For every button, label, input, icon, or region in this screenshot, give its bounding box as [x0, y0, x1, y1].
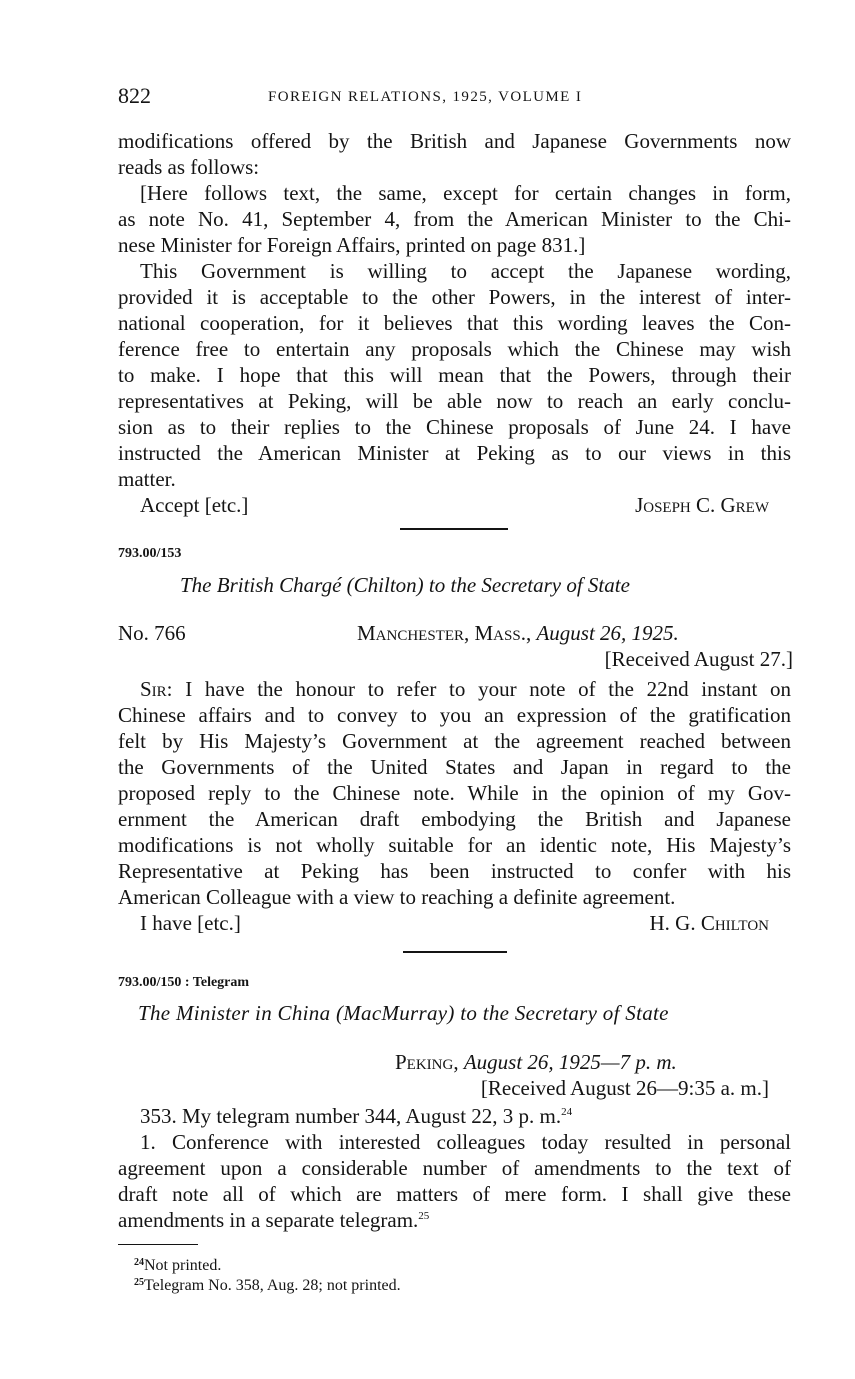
- text-line: [Here follows text, the same, except for certain changes in form,: [140, 181, 791, 205]
- section-divider: [400, 528, 508, 530]
- text-line: This Government is willing to accept the Japanese wording,: [140, 259, 791, 283]
- text-line: felt by His Majesty’s Government at the agreement reached between: [118, 729, 791, 753]
- text-line: instructed the American Minister at Peking as to our views in this: [118, 441, 791, 465]
- file-number: 793.00/150 : Telegram: [118, 975, 250, 990]
- text-line: provided it is acceptable to the other Powers, in the interest of inter-: [118, 285, 791, 309]
- text-line: modifications offered by the British and Japanese Governments now: [118, 129, 791, 153]
- heading-text: The Minister in China (: [138, 1001, 344, 1025]
- footnote-text: Telegram No. 358, Aug. 28; not printed.: [144, 1277, 401, 1294]
- place: Peking,: [395, 1050, 459, 1074]
- text-line: as note No. 41, September 4, from the American Minister to the Chi-: [118, 207, 791, 231]
- heading-text: The British Chargé (: [180, 573, 354, 597]
- running-title: FOREIGN RELATIONS, 1925, VOLUME I: [268, 89, 583, 105]
- file-number: 793.00/153: [118, 546, 182, 561]
- footnote: [134, 1256, 221, 1276]
- text-line: [118, 1207, 429, 1233]
- section-divider: [403, 951, 507, 953]
- document-number: No. 766: [118, 621, 186, 645]
- text-line: proposed reply to the Chinese note. While in the opinion of my Gov-: [118, 781, 791, 805]
- closing-text: I have [etc.]: [140, 911, 241, 935]
- text-span: 353. My telegram number 344, August 22, 3 p. m.: [140, 1104, 562, 1128]
- heading-name: Chilton: [353, 573, 417, 597]
- page-number: 822: [118, 83, 151, 108]
- place: Manchester, Mass.,: [357, 621, 532, 645]
- text-line: reads as follows:: [118, 155, 260, 179]
- text-line: Representative at Peking has been instructed to confer with his: [118, 859, 791, 883]
- text-line: to make. I hope that this will mean that the Powers, through their: [118, 363, 791, 387]
- text-span: I have the honour to refer to your note of the 22nd instant on: [185, 677, 791, 701]
- signature: Joseph C. Grew: [635, 493, 769, 517]
- text-line: ference free to entertain any proposals which the Chinese may wish: [118, 337, 791, 361]
- text-line: national cooperation, for it believes that this wording leaves the Con-: [118, 311, 791, 335]
- text-line: 1. Conference with interested colleagues today resulted in personal: [140, 1130, 791, 1154]
- text-line: sion as to their replies to the Chinese proposals of June 24. I have: [118, 415, 791, 439]
- text-line: [140, 1103, 572, 1129]
- text-line: modifications is not wholly suitable for an identic note, His Majesty’s: [118, 833, 791, 857]
- footnote-mark: 25: [134, 1277, 144, 1288]
- text-line: Chinese affairs and to convey to you an expression of the gratification: [118, 703, 791, 727]
- date: August 26, 1925.: [536, 621, 679, 645]
- received-date: [Received August 26—9:35 a. m.]: [480, 1076, 769, 1100]
- heading-name: MacMurray: [343, 1001, 448, 1025]
- heading-text: ) to the Secretary of State: [447, 1001, 669, 1025]
- text-line: representatives at Peking, will be able now to reach an early conclu-: [118, 389, 791, 413]
- document-heading: [138, 1000, 669, 1026]
- footnote: [134, 1276, 401, 1296]
- text-line: [140, 676, 791, 702]
- footnote-rule: [118, 1244, 198, 1245]
- signature: H. G. Chilton: [649, 911, 769, 935]
- document-heading: [180, 572, 630, 598]
- received-date: [Received August 27.]: [604, 647, 793, 671]
- dateline: [395, 1049, 677, 1075]
- text-line: agreement upon a considerable number of amendments to the text of: [118, 1156, 791, 1180]
- date: August 26, 1925—7 p. m.: [463, 1050, 677, 1074]
- text-line: American Colleague with a view to reaching a definite agreement.: [118, 885, 676, 909]
- heading-text: ) to the Secretary of State: [416, 573, 630, 597]
- text-line: the Governments of the United States and Japan in regard to the: [118, 755, 791, 779]
- text-line: draft note all of which are matters of mere form. I shall give these: [118, 1182, 791, 1206]
- salutation: Sir:: [140, 677, 173, 701]
- text-line: matter.: [118, 467, 176, 491]
- footnote-text: Not printed.: [144, 1257, 222, 1274]
- footnote-mark: 24: [134, 1257, 144, 1268]
- text-span: amendments in a separate telegram.: [118, 1208, 419, 1232]
- text-line: nese Minister for Foreign Affairs, printed on page 831.]: [118, 233, 586, 257]
- closing-text: Accept [etc.]: [140, 493, 249, 517]
- dateline: [357, 620, 679, 646]
- text-line: ernment the American draft embodying the British and Japanese: [118, 807, 791, 831]
- footnote-ref: 24: [561, 1106, 573, 1118]
- footnote-ref: 25: [418, 1210, 430, 1222]
